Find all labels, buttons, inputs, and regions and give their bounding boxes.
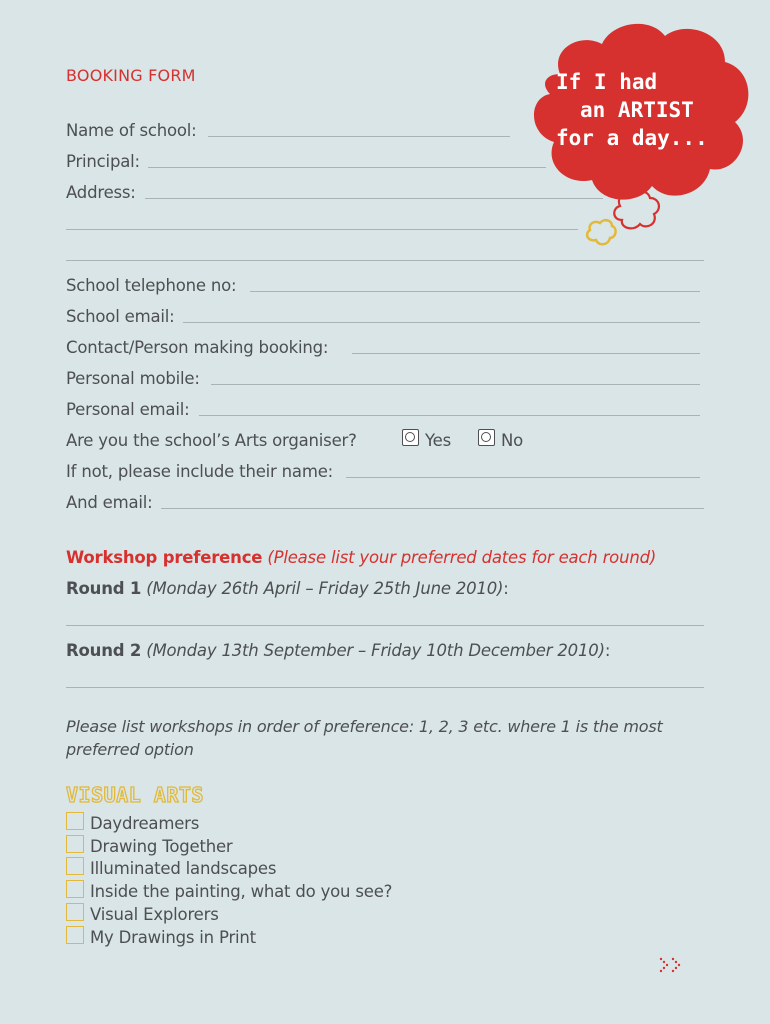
school-email-field[interactable] — [183, 322, 700, 323]
visual-arts-heading: VISUAL ARTS — [66, 783, 204, 807]
organiser-email-field[interactable] — [161, 508, 704, 509]
yes-radio[interactable] — [402, 429, 419, 446]
no-label: No — [501, 431, 524, 450]
round-2-label: Round 2 — [66, 641, 142, 660]
daydreamers-label: Daydreamers — [90, 814, 200, 833]
round-2-field[interactable] — [66, 687, 704, 688]
inside-the-painting-label: Inside the painting, what do you see? — [90, 882, 393, 901]
yes-label: Yes — [425, 431, 452, 450]
organiser-email-label: And email: — [66, 493, 153, 512]
telephone-field[interactable] — [250, 291, 700, 292]
next-page-arrows-icon[interactable] — [658, 956, 686, 974]
address-label: Address: — [66, 183, 136, 202]
instructions-line-1: Please list workshops in order of preference: 1, 2, 3 etc. where 1 is the most — [66, 717, 663, 736]
workshop-heading-text: Workshop preference — [66, 548, 263, 567]
visual-explorers-checkbox[interactable] — [66, 903, 84, 921]
personal-email-label: Personal email: — [66, 400, 190, 419]
form-title: BOOKING FORM — [66, 66, 196, 85]
workshop-heading-note: (Please list your preferred dates for each round) — [267, 548, 657, 567]
illuminated-landscapes-label: Illuminated landscapes — [90, 859, 277, 878]
telephone-label: School telephone no: — [66, 276, 237, 295]
cloud-line-1: If I had — [556, 70, 658, 94]
cloud-line-3: for a day... — [556, 126, 708, 150]
round-1-dates: (Monday 26th April – Friday 25th June 2010) — [146, 579, 504, 598]
daydreamers-checkbox[interactable] — [66, 812, 84, 830]
round-1-row — [66, 579, 509, 598]
round-1-colon: : — [503, 579, 509, 598]
cloud-line-2: an ARTIST — [580, 98, 694, 122]
illuminated-landscapes-checkbox[interactable] — [66, 857, 84, 875]
address-field-line-3[interactable] — [66, 260, 704, 261]
arts-organiser-question: Are you the school’s Arts organiser? — [66, 431, 357, 450]
contact-person-label: Contact/Person making booking: — [66, 338, 329, 357]
my-drawings-in-print-checkbox[interactable] — [66, 926, 84, 944]
workshop-preference-heading — [66, 548, 656, 567]
personal-mobile-label: Personal mobile: — [66, 369, 200, 388]
drawing-together-label: Drawing Together — [90, 837, 233, 856]
organiser-name-label: If not, please include their name: — [66, 462, 334, 481]
address-field-line-2[interactable] — [66, 229, 578, 230]
inside-the-painting-checkbox[interactable] — [66, 880, 84, 898]
contact-person-field[interactable] — [352, 353, 700, 354]
personal-email-field[interactable] — [199, 415, 700, 416]
principal-field[interactable] — [148, 167, 546, 168]
round-2-colon: : — [604, 641, 611, 660]
principal-label: Principal: — [66, 152, 140, 171]
instructions-line-2: preferred option — [66, 740, 194, 759]
organiser-name-field[interactable] — [346, 477, 700, 478]
address-field[interactable] — [145, 198, 603, 199]
personal-mobile-field[interactable] — [211, 384, 700, 385]
round-1-label: Round 1 — [66, 579, 142, 598]
no-radio[interactable] — [478, 429, 495, 446]
school-name-field[interactable] — [208, 136, 510, 137]
round-2-row — [66, 641, 610, 660]
school-email-label: School email: — [66, 307, 175, 326]
round-1-field[interactable] — [66, 625, 704, 626]
visual-explorers-label: Visual Explorers — [90, 905, 219, 924]
drawing-together-checkbox[interactable] — [66, 835, 84, 853]
round-2-dates: (Monday 13th September – Friday 10th December 2010) — [146, 641, 605, 660]
my-drawings-in-print-label: My Drawings in Print — [90, 928, 256, 947]
school-name-label: Name of school: — [66, 121, 197, 140]
